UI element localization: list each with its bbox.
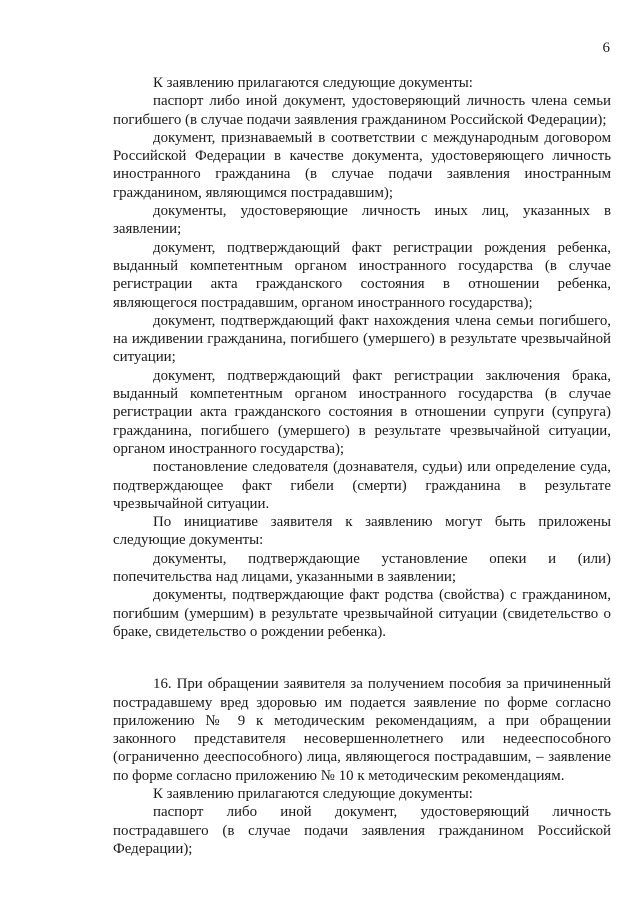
paragraph: документ, подтверждающий факт нахождения члена семьи погибшего, на иждивении гражданина, погибшего (умершего) в результате чрезвычайной ситуации;	[113, 312, 611, 366]
paragraph: паспорт либо иной документ, удостоверяющий личность пострадавшего (в случае подачи заявления гражданином Российской Федерации);	[113, 804, 611, 857]
paragraph: документ, подтверждающий факт регистрации рождения ребенка, выданный компетентным органом иностранного государства (в случае регистрации акта гражданского состояния в отношении ребенка, являющегося пострадавшим, органом иностранного государства);	[113, 239, 611, 311]
paragraph: К заявлению прилагаются следующие документы:	[153, 785, 473, 802]
paragraph: документ, признаваемый в соответствии с международным договором Российской Федерации в качестве документа, удостоверяющего личность иностранного гражданина (в случае подачи заявления иностранным гражданином, являющимся пострадавшим);	[113, 129, 611, 201]
document-body	[113, 74, 611, 858]
paragraph: По инициативе заявителя к заявлению могут быть приложены следующие документы:	[113, 514, 611, 549]
paragraph: документы, подтверждающие установление опеки и (или) попечительства над лицами, указанными в заявлении;	[113, 550, 611, 586]
page-number: 6	[602, 40, 610, 56]
paragraph: документ, подтверждающий факт регистрации заключения брака, выданный компетентным органом иностранного государства (в случае регистрации акта гражданского состояния в отношении супруги (супруга) гражданина, погибшего (умершего) в результате чрезвычайной ситуации, органом иностранного государства);	[113, 367, 611, 457]
paragraph: постановление следователя (дознавателя, судьи) или определение суда, подтверждающее факт гибели (смерти) гражданина в результате чрезвычайной ситуации.	[113, 459, 611, 512]
paragraph: паспорт либо иной документ, удостоверяющий личность члена семьи погибшего (в случае подачи заявления гражданином Российской Федерации);	[113, 93, 611, 128]
paragraph: документы, удостоверяющие личность иных лиц, указанных в заявлении;	[113, 203, 611, 238]
paragraph-section-16: 16. При обращении заявителя за получением пособия за причиненный пострадавшему вред здоровью им подается заявление по форме согласно приложению № 9 к методическим рекомендациям, а при обращении законного представителя несовершеннолетнего или недееспособного (ограниченно дееспособного) лица, являющегося пострадавшим, – заявление по форме согласно приложению № 10 к методическим рекомендациям.	[113, 676, 611, 784]
paragraph: К заявлению прилагаются следующие документы:	[153, 75, 473, 91]
paragraph: документы, подтверждающие факт родства (свойства) с гражданином, погибшим (умершим) в результате чрезвычайной ситуации (свидетельство о браке, свидетельство о рождении ребенка).	[113, 587, 611, 640]
